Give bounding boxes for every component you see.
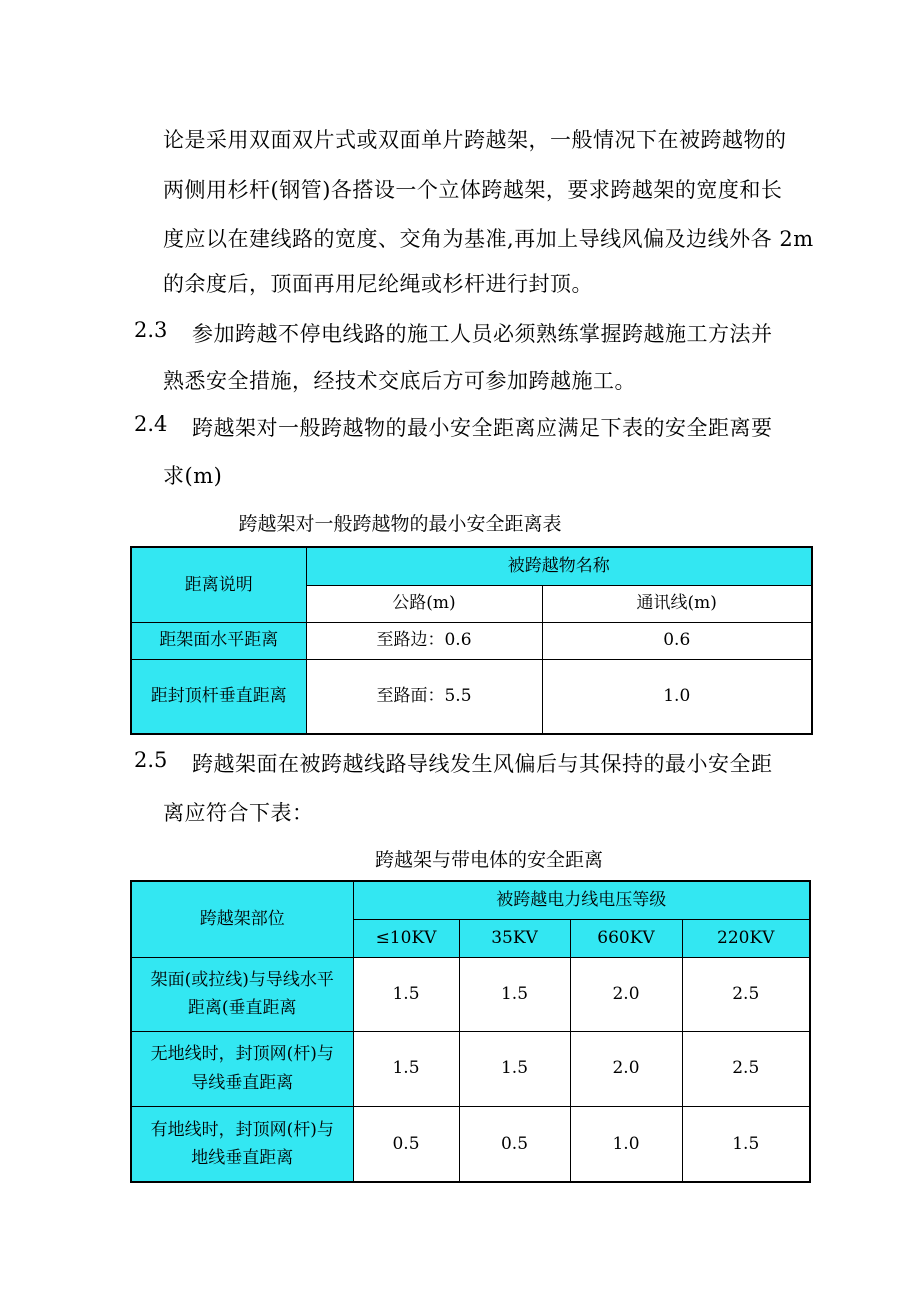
table2-cell: 2.5 [682,957,810,1031]
table1-cell: 1.0 [542,659,812,734]
table1-group-header: 被跨越物名称 [306,547,812,585]
table1-row-label: 距架面水平距离 [131,622,306,659]
row-label-line: 距离(垂直距离 [187,998,297,1018]
table2-column-header: ≤10KV [353,919,459,957]
table1-cell: 0.6 [542,622,812,659]
safety-distance-table-1 [130,546,813,735]
table2-cell: 2.0 [570,1031,682,1106]
table2-row-label [131,1106,353,1182]
table2-cell: 0.5 [459,1106,570,1182]
table-row [131,622,812,659]
table1-row-label: 距封顶杆垂直距离 [131,659,306,734]
table2-row-header: 跨越架部位 [131,881,353,957]
paragraph-line: 的余度后，顶面再用尼纶绳或杉杆进行封顶。 [163,272,593,296]
table1-cell: 至路面：5.5 [306,659,542,734]
paragraph-line: 参加跨越不停电线路的施工人员必须熟练掌握跨越施工方法并 [192,322,773,346]
paragraph-line: 两侧用杉杆(钢管)各搭设一个立体跨越架，要求跨越架的宽度和长 [163,178,783,202]
table2-caption: 跨越架与带电体的安全距离 [374,849,603,871]
table2-cell: 1.5 [353,1031,459,1106]
paragraph-line: 度应以在建线路的宽度、交角为基准,再加上导线风偏及边线外各 2m [163,227,814,251]
table2-row-label [131,957,353,1031]
table-row [131,659,812,734]
table2-cell: 1.5 [459,1031,570,1106]
table2-cell: 2.5 [682,1031,810,1106]
table1-column-header: 公路(m) [306,585,542,622]
row-label-line: 有地线时，封顶网(杆)与 [150,1119,334,1140]
paragraph-line: 跨越架面在被跨越线路导线发生风偏后与其保持的最小安全距 [192,752,773,776]
table1-cell: 至路边：0.6 [306,622,542,659]
paragraph-line: 离应符合下表： [163,801,314,825]
table1-row-header: 距离说明 [131,547,306,622]
table2-column-header: 660KV [570,919,682,957]
table2-column-header: 35KV [459,919,570,957]
row-label-line: 无地线时，封顶网(杆)与 [150,1044,334,1065]
table1-caption: 跨越架对一般跨越物的最小安全距离表 [238,513,562,535]
table2-column-header: 220KV [682,919,810,957]
table2-cell: 0.5 [353,1106,459,1182]
row-label-line: 架面(或拉线)与导线水平 [150,969,334,990]
row-label-line: 地线垂直距离 [191,1147,294,1168]
table2-row-label [131,1031,353,1106]
paragraph-line: 论是采用双面双片式或双面单片跨越架，一般情况下在被跨越物的 [163,128,787,152]
safety-distance-table-2 [130,880,811,1183]
table2-cell: 2.0 [570,957,682,1031]
table-row [131,1106,810,1182]
table2-cell: 1.0 [570,1106,682,1182]
table-row [131,957,810,1031]
table2-cell: 1.5 [682,1106,810,1182]
item-number: 2.4 [134,412,168,436]
item-number: 2.5 [134,748,168,772]
table2-cell: 1.5 [353,957,459,1031]
paragraph-line: 熟悉安全措施，经技术交底后方可参加跨越施工。 [163,369,636,393]
item-number: 2.3 [134,318,168,342]
table2-cell: 1.5 [459,957,570,1031]
table2-group-header: 被跨越电力线电压等级 [353,881,810,919]
table1-column-header: 通讯线(m) [542,585,812,622]
paragraph-line: 求(m) [163,464,223,488]
paragraph-line: 跨越架对一般跨越物的最小安全距离应满足下表的安全距离要 [192,416,773,440]
row-label-line: 导线垂直距离 [191,1072,294,1093]
table-row [131,1031,810,1106]
